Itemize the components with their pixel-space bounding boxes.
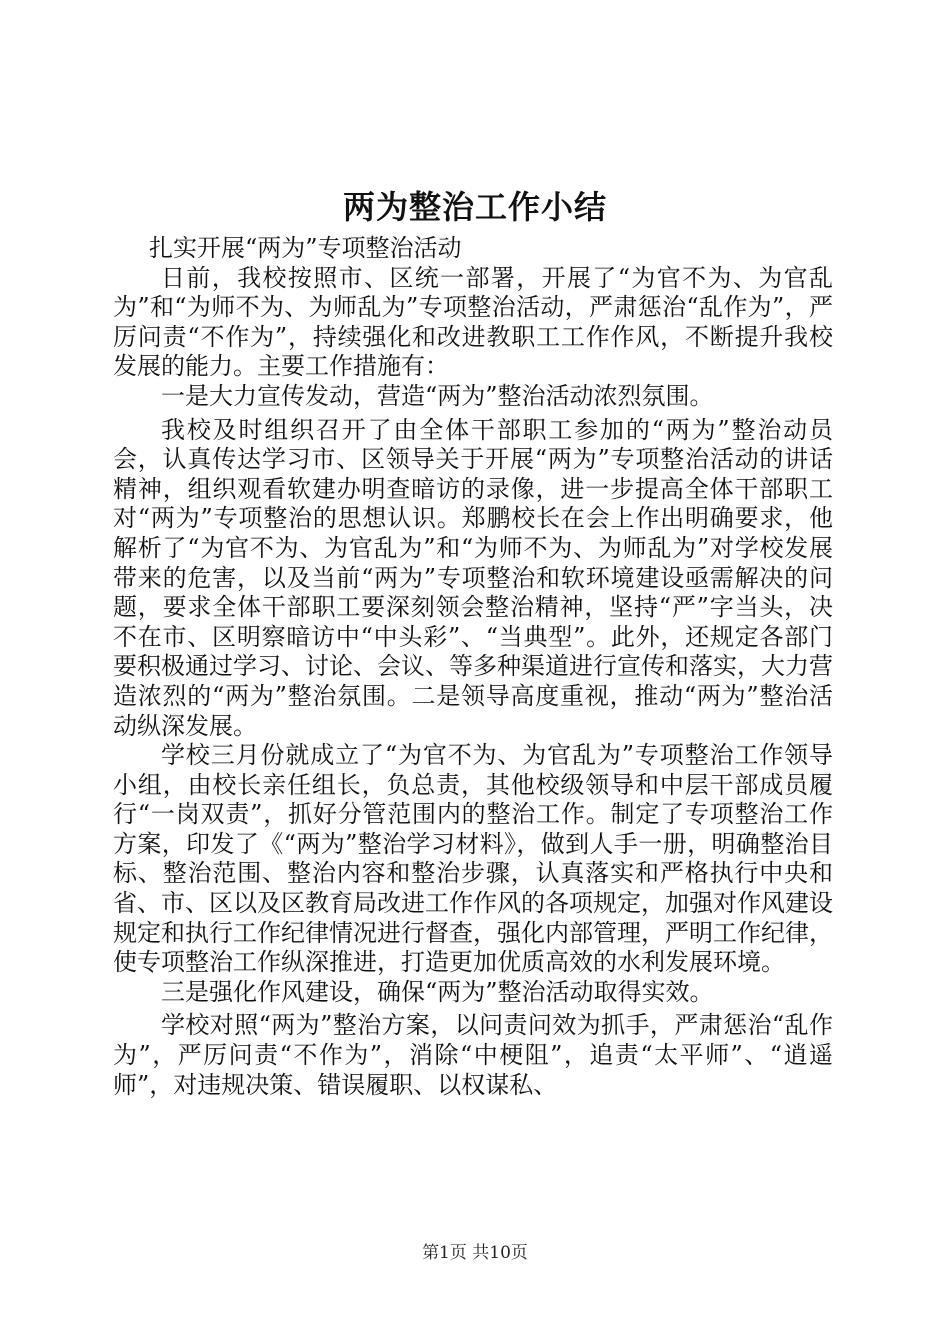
paragraph-point-one: 一是大力宣传发动，营造“两为”整治活动浓烈氛围。	[161, 381, 714, 410]
paragraph-leadership: 学校三月份就成立了“为官不为、为官乱为”专项整治工作领导小组，由校长亲任组长，负总责，其他校级领导和中层干部成员履行“一岗双责”，抓好分管范围内的整治工作。制定了专项整治工作方案，印发了《“两为”整治学习材料》，做到人手一册，明确整治目标、整治范围、整治内容和整治步骤，认真落实和严格执行中央和省、市、区以及区教育局改进工作作风的各项规定，加强对作风建设规定和执行工作纪律情况进行督查，强化内部管理，严明工作纪律，使专项整治工作纵深推进，打造更加优质高效的水利发展环境。	[113, 741, 833, 977]
paragraph-mobilization: 我校及时组织召开了由全体干部职工参加的“两为”整治动员会，认真传达学习市、区领导关于开展“两为”专项整治活动的讲话精神，组织观看软建办明查暗访的录像，进一步提高全体干部职工对“两为”专项整治的思想认识。郑鹏校长在会上作出明确要求，他解析了“为官不为、为官乱为”和“为师不为、为师乱为”对学校发展带来的危害，以及当前“两为”专项整治和软环境建设亟需解决的问题，要求全体干部职工要深刻领会整治精神，坚持“严”字当头，决不在市、区明察暗访中“中头彩”、“当典型”。此外，还规定各部门要积极通过学习、讨论、会议、等多种渠道进行宣传和落实，大力营造浓烈的“两为”整治氛围。二是领导高度重视，推动“两为”整治活动纵深发展。	[113, 415, 833, 740]
paragraph-intro: 日前，我校按照市、区统一部署，开展了“为官不为、为官乱为”和“为师不为、为师乱为”专项整治活动，严肃惩治“乱作为”，严厉问责“不作为”，持续强化和改进教职工工作作风，不断提升我校发展的能力。主要工作措施有：	[113, 263, 833, 381]
document-body	[113, 234, 833, 1100]
paragraph-accountability: 学校对照“两为”整治方案，以问责问效为抓手，严肃惩治“乱作为”，严厉问责“不作为”，消除“中梗阻”，追责“太平师”、“逍遥师”，对违规决策、错误履职、以权谋私、	[113, 1011, 833, 1099]
document-title: 两为整治工作小结	[342, 188, 607, 226]
paragraph-point-three: 三是强化作风建设，确保“两为”整治活动取得实效。	[161, 977, 714, 1006]
paragraph-heading: 扎实开展“两为”专项整治活动	[149, 234, 462, 262]
page-number-footer: 第1页 共10页	[422, 1243, 528, 1263]
